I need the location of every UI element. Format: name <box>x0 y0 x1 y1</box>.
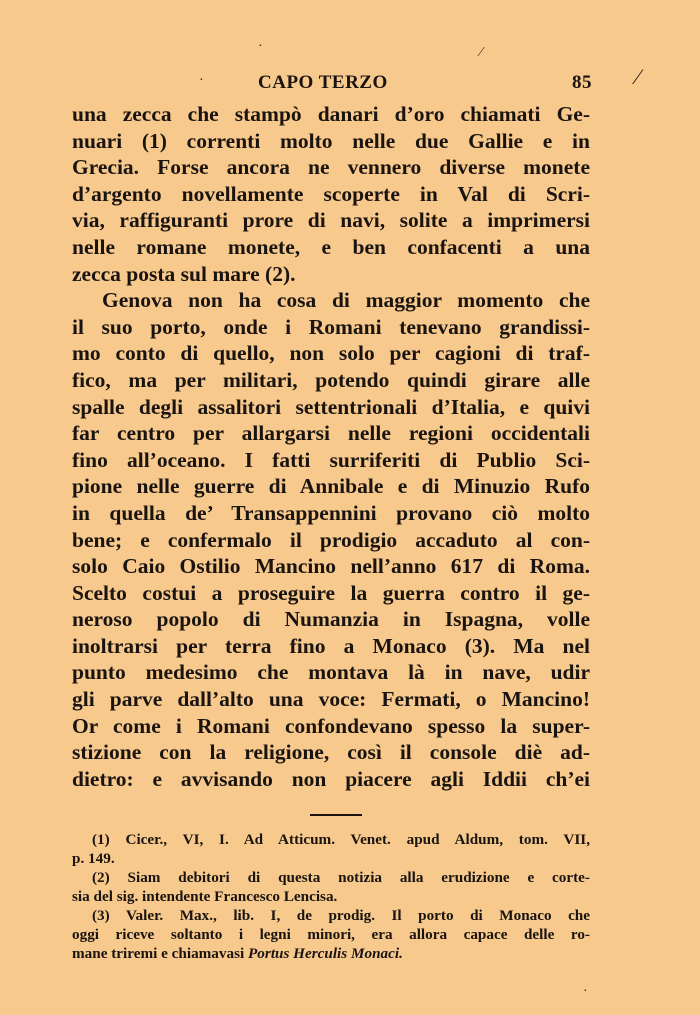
text-line: mo conto di quello, non solo per cagioni di traf- <box>72 341 590 366</box>
footnote-3: (3) Valer. Max., lib. I, de prodig. Il porto di Monaco che <box>92 907 590 924</box>
paper-speck: · <box>583 984 588 999</box>
paper-speck: · <box>258 39 263 54</box>
text-line: dietro: e avvisando non piacere agli Iddii ch’ei <box>72 766 590 791</box>
text-line: gli parve dall’alto una voce: Fermati, o Mancino! <box>72 687 590 712</box>
footnote-separator <box>310 814 362 816</box>
text-line: pione nelle guerre di Annibale e di Minuzio Rufo <box>72 474 590 499</box>
text-line: il suo porto, onde i Romani tenevano grandissi- <box>72 314 590 339</box>
text-line: via, raffiguranti prore di navi, solite a imprimersi <box>72 208 590 233</box>
footnote-1-cont: p. 149. <box>72 850 115 867</box>
footnote-2-cont: sia del sig. intendente Francesco Lencisa. <box>72 888 338 905</box>
paper-speck: ⁄ <box>480 45 483 60</box>
text-line: Grecia. Forse ancora ne vennero diverse monete <box>72 155 590 180</box>
text-line: zecca posta sul mare (2). <box>72 261 296 286</box>
page-number: 85 <box>572 72 592 93</box>
text-line: bene; e confermalo il prodigio accaduto al con- <box>72 527 590 552</box>
text-line: neroso popolo di Numanzia in Ispagna, volle <box>72 607 590 632</box>
footnote-1: (1) Cicer., VI, I. Ad Atticum. Venet. apud Aldum, tom. VII, <box>92 831 590 848</box>
paper-speck: · <box>199 73 204 88</box>
footnote-2: (2) Siam debitori di questa notizia alla erudizione e corte- <box>92 869 590 886</box>
text-line: nelle romane monete, e ben confacenti a una <box>72 234 590 259</box>
text-line: Scelto costui a proseguire la guerra contro il ge- <box>72 580 590 605</box>
text-line: far centro per allargarsi nelle regioni occidentali <box>72 421 590 446</box>
chapter-title: CAPO TERZO <box>258 72 388 93</box>
text-line: stizione con la religione, così il console diè ad- <box>72 740 590 765</box>
text-line: una zecca che stampò danari d’oro chiamati Ge- <box>72 102 590 126</box>
body-text <box>72 101 590 792</box>
text-line: fico, ma per militari, potendo quindi girare alle <box>72 367 590 392</box>
footnote-3-cont: oggi riceve soltanto i legni minori, era allora capace delle ro- <box>72 926 590 943</box>
text-line: d’argento novellamente scoperte in Val di Scri- <box>72 181 590 206</box>
text-line: solo Caio Ostilio Mancino nell’anno 617 di Roma. <box>72 554 590 579</box>
text-line: punto medesimo che montava là in nave, udir <box>72 660 590 685</box>
text-line: inoltrarsi per terra fino a Monaco (3). Ma nel <box>72 633 590 658</box>
footnote-3-text: mane triremi e chiamavasi <box>72 945 249 962</box>
text-line: in quella de’ Transappennini provano ciò molto <box>72 500 590 525</box>
footnote-3-italic: Portus Herculis Monaci. <box>248 945 403 962</box>
text-line: nuari (1) correnti molto nelle due Gallie e in <box>72 128 590 153</box>
running-head <box>72 72 592 98</box>
paragraph-start-line: Genova non ha cosa di maggior momento che <box>102 288 590 313</box>
pencil-mark: ⁄ <box>636 64 640 89</box>
text-line: fino all’oceano. I fatti surriferiti di Publio Sci- <box>72 447 590 472</box>
text-line: spalle degli assalitori settentrionali d’Italia, e quivi <box>72 394 590 419</box>
footnote-3-end <box>72 944 590 963</box>
text-line: Or come i Romani confondevano spesso la super- <box>72 713 590 738</box>
footnotes <box>72 830 590 963</box>
